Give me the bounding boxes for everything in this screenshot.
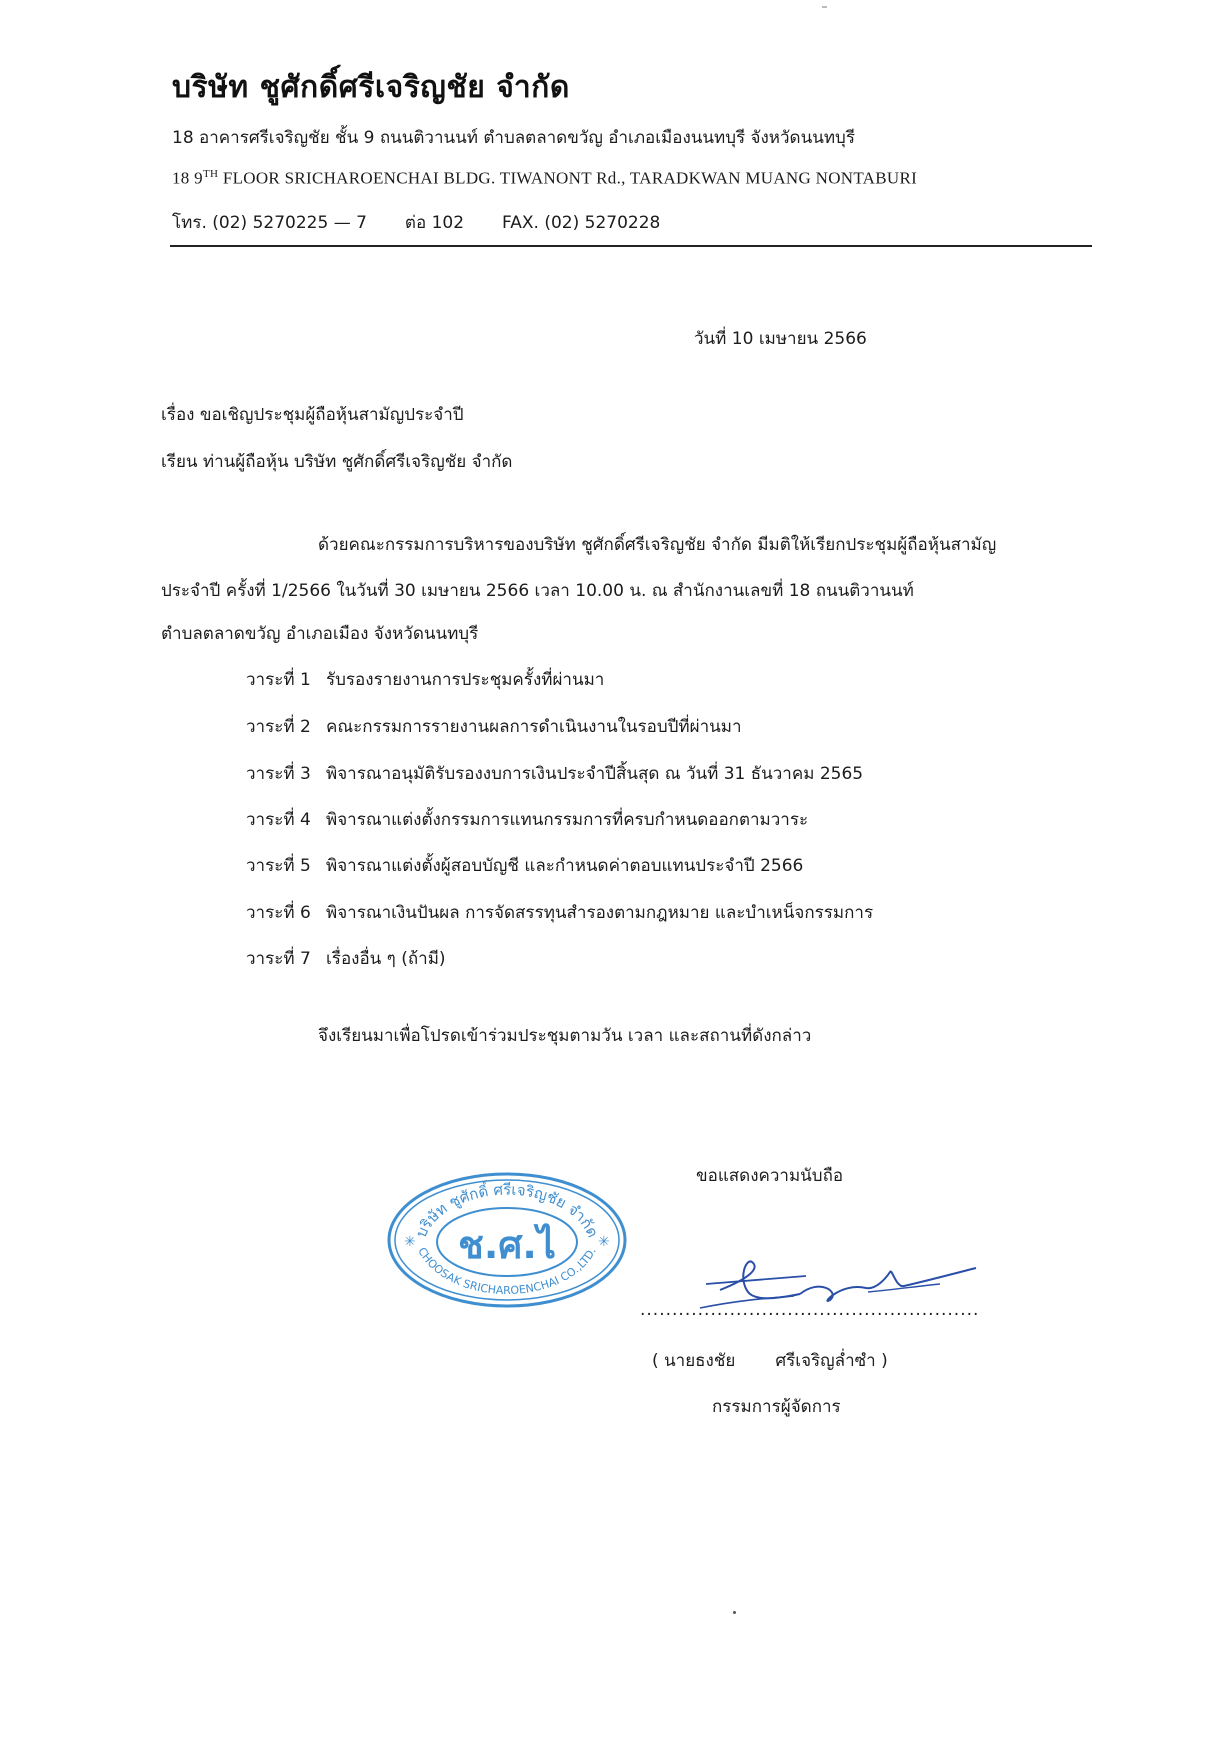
agenda-item [246, 945, 446, 972]
agenda-text: พิจารณาอนุมัติรับรองงบการเงินประจำปีสิ้นสุด ณ วันที่ 31 ธันวาคม 2565 [326, 764, 864, 784]
letter-subject: เรื่อง ขอเชิญประชุมผู้ถือหุ้นสามัญประจำปี [161, 405, 464, 425]
address-en-number: 18 [172, 168, 190, 188]
agenda-item [246, 760, 863, 787]
agenda-number: วาระที่ 2 [246, 717, 311, 737]
letterhead-divider [170, 245, 1092, 247]
agenda-number: วาระที่ 4 [246, 810, 311, 830]
agenda-number: วาระที่ 6 [246, 903, 311, 923]
address-en-floor-suffix: TH [202, 168, 219, 180]
agenda-item [246, 899, 873, 926]
stamp-star-right-icon: ✳ [598, 1234, 610, 1250]
closing-sentence: จึงเรียนมาเพื่อโปรดเข้าร่วมประชุมตามวัน เวลา และสถานที่ดังกล่าว [318, 1026, 812, 1046]
agenda-number: วาระที่ 3 [246, 764, 311, 784]
scan-mark [822, 6, 827, 8]
phone-number: โทร. (02) 5270225 — 7 [172, 213, 367, 233]
agenda-number: วาระที่ 5 [246, 856, 311, 876]
fax-number: FAX. (02) 5270228 [502, 213, 661, 233]
agenda-text: พิจารณาแต่งตั้งผู้สอบบัญชี และกำหนดค่าตอบแทนประจำปี 2566 [326, 856, 804, 876]
address-en-floor-number: 9 [194, 168, 203, 188]
address-en-rest: FLOOR SRICHAROENCHAI BLDG. TIWANONT Rd., TARADKWAN MUANG NONTABURI [222, 168, 918, 188]
stamp-top-text: บริษัท ชูศักดิ์ ศรีเจริญชัย จำกัด [411, 1180, 603, 1241]
agenda-text: พิจารณาเงินปันผล การจัดสรรทุนสำรองตามกฎหมาย และบำเหน็จกรรมการ [326, 903, 874, 923]
signer-open-paren: ( [652, 1351, 659, 1371]
contact-line [172, 209, 660, 236]
address-thai: 18 อาคารศรีเจริญชัย ชั้น 9 ถนนติวานนท์ ตำบลตลาดขวัญ อำเภอเมืองนนทบุรี จังหวัดนนทบุรี [172, 128, 855, 148]
stamp-monogram: ช.ศ.ไ [458, 1223, 556, 1267]
company-stamp [384, 1170, 630, 1310]
agenda-item [246, 713, 742, 740]
agenda-text: พิจารณาแต่งตั้งกรรมการแทนกรรมการที่ครบกำหนดออกตามวาระ [326, 810, 809, 830]
agenda-item [246, 852, 803, 879]
agenda-item [246, 806, 808, 833]
signer-name [652, 1347, 888, 1374]
phone-extension: ต่อ 102 [404, 213, 465, 233]
agenda-text: รับรองรายงานการประชุมครั้งที่ผ่านมา [326, 670, 605, 690]
agenda-text: คณะกรรมการรายงานผลการดำเนินงานในรอบปีที่ผ่านมา [326, 717, 742, 737]
letter-recipient: เรียน ท่านผู้ถือหุ้น บริษัท ชูศักดิ์ศรีเจริญชัย จำกัด [161, 452, 513, 472]
stamp-star-left-icon: ✳ [404, 1234, 416, 1250]
agenda-number: วาระที่ 7 [246, 949, 311, 969]
letter-date: วันที่ 10 เมษายน 2566 [694, 329, 867, 349]
company-name: บริษัท ชูศักดิ์ศรีเจริญชัย จำกัด [172, 70, 570, 105]
signer-position: กรรมการผู้จัดการ [712, 1397, 841, 1417]
body-line-3: ตำบลตลาดขวัญ อำเภอเมือง จังหวัดนนทบุรี [161, 624, 479, 644]
scan-speck [733, 1611, 736, 1614]
signer-close-paren: ) [881, 1351, 888, 1371]
signature-line: ..................................................... [640, 1300, 980, 1320]
body-line-2: ประจำปี ครั้งที่ 1/2566 ในวันที่ 30 เมษายน 2566 เวลา 10.00 น. ณ สำนักงานเลขที่ 18 ถนนติวานนท์ [161, 581, 914, 601]
agenda-item [246, 666, 604, 693]
regards-text: ขอแสดงความนับถือ [696, 1166, 844, 1186]
body-line-1: ด้วยคณะกรรมการบริหารของบริษัท ชูศักดิ์ศรีเจริญชัย จำกัด มีมติให้เรียกประชุมผู้ถือหุ้นสามัญ [318, 535, 997, 555]
agenda-text: เรื่องอื่น ๆ (ถ้ามี) [326, 949, 446, 969]
agenda-number: วาระที่ 1 [246, 670, 311, 690]
signer-last-name: ศรีเจริญล่ำซำ [775, 1351, 876, 1371]
address-english [172, 168, 917, 189]
signer-first-name: นายธงชัย [664, 1351, 736, 1371]
stamp-bottom-text: CHOOSAK SRICHAROENCHAI CO.,LTD. [415, 1245, 599, 1298]
